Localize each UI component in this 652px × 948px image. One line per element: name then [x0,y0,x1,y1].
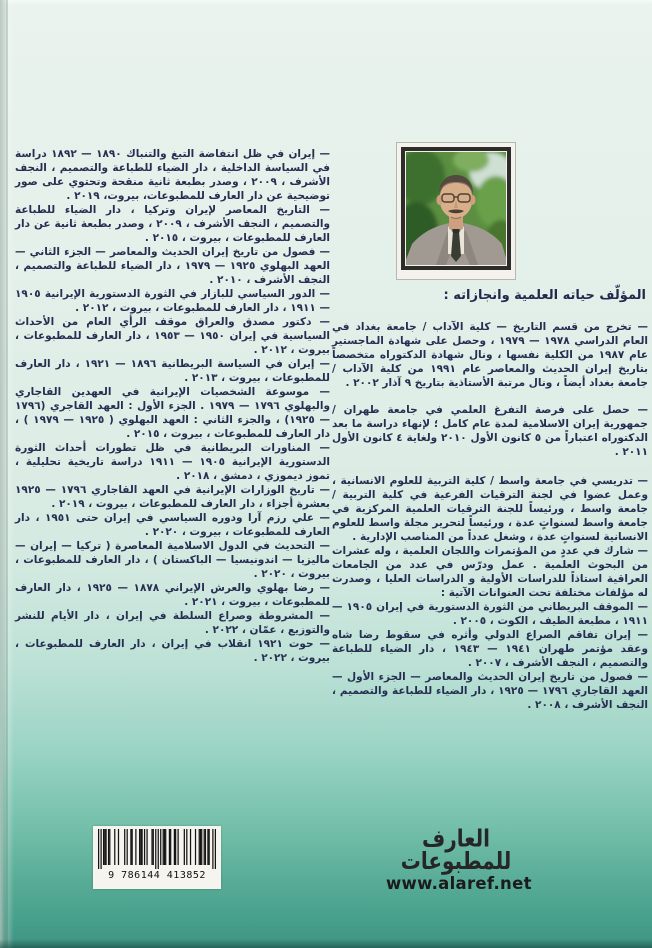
publications-column [15,147,330,665]
publication-item: — إيران في السياسة البريطانية ١٨٩٦ — ١٩٢١ ، دار العارف للمطبوعات ، بيروت ، ٢٠١٣ . [15,358,330,384]
publisher-logo-calligraphy: العارف للمطبوعات [400,824,512,875]
publication-item: — إيران في ظل انتفاضة التبغ والتنباك ١٨٩٠ — ١٨٩٢ دراسة في السياسة الداخلية ، دار الضياء للطباعة والتصميم ، النجف الأشرف ، ٢٠٠٩ ، وصدر بطبعة ثانية منقحة وتحتوي على صور توضيحية عن دار العارف للمطبوعات، بيروت، ٢٠١٩ . [15,148,330,202]
publication-item: — تاريخ الوزارات الإيرانية في العهد القاجاري ١٧٩٦ — ١٩٢٥ بعشرة أجزاء ، دار العارف للمطبوعات ، بيروت ، ٢٠١٩ . [15,484,331,510]
publication-item: — إيران تفاقم الصراع الدولي وأثره في سقوط رضا شاه وعقد مؤتمر طهران ١٩٤١ — ١٩٤٣ ، دار الضياء للطباعة والتصميم ، النجف الأشرف ، ٢٠٠٧ . [332,629,648,669]
bio-paragraph: — شارك في عددٍ من المؤتمرات واللجان العلمية ، وله عشرات من البحوث العلمية . عمل ودرّس في عدد من الجامعات العراقية استاذاً للدراسات الأولية و الدراسات العليا ، وصدرت له مؤلفات مختلفة تحت العنوانات الآتية : [332,545,648,599]
publication-item: — الموقف البريطاني من الثورة الدستورية في إيران ١٩٠٥ — ١٩١١ ، مطبعة الطيف ، الكوت ، ٢٠٠٥ . [332,601,648,627]
publication-item: — فصول من تاريخ إيران الحديث والمعاصر — الجزء الثاني — العهد البهلوي ١٩٢٥ — ١٩٧٩ ، دار الضياء للطباعة والتصميم ، النجف الأشرف ، ٢٠١٠ . [15,246,330,286]
barcode-number: 9 786144 413852 [108,870,206,881]
publication-item: — موسوعة الشخصيات الإيرانية في العهدين القاجاري والبهلوي ١٧٩٦ — ١٩٧٩ . الجزء الأول : العهد القاجري (١٧٩٦ — ١٩٢٥) ، والجزء الثاني : العهد البهلوي ( ١٩٢٥ — ١٩٧٩ ) ، دار العارف للمطبوعات ، بيروت ، ٢٠١٥ . [15,386,331,440]
publication-item: — التحديث في الدول الاسلامية المعاصرة ( تركيا — إيران — ماليزيا — اندونيسيا — الباكستان ) ، دار العارف للمطبوعات ، بيروت ، ٢٠٢٠ . [15,540,330,580]
barcode [93,826,221,889]
barcode-bars [98,829,216,869]
publication-item: — التاريخ المعاصر لإيران وتركيا ، دار الضياء للطباعة والتصميم ، النجف الأشرف ، ٢٠٠٩ ، وصدر بطبعة ثانية عن دار العارف للمطبوعات ، بيروت ، ٢٠١٥ . [15,204,331,244]
cover-top-edge [0,0,652,5]
publisher-logo-block [386,824,532,893]
cover-bottom-edge [0,939,652,948]
publication-item: — دكتور مصدق والعراق موقف الرأي العام من الأحداث السياسية في إيران ١٩٥٠ — ١٩٥٣ ، دار العارف للمطبوعات ، بيروت ، ٢٠١٢ . [15,316,330,356]
author-section-heading: المؤلّف حياته العلمية وانجازاته : [443,288,646,303]
cover-left-edge [0,0,14,948]
publication-item: — علي رزم آرا ودوره السياسي في إيران حتى ١٩٥١ ، دار العارف للمطبوعات ، بيروت ، ٢٠٢٠ . [15,512,330,538]
author-photo [396,142,516,280]
bio-paragraphs [332,320,648,600]
author-photo-frame [396,142,516,280]
publication-item: — المشروطة وصراع السلطة في إيران ، دار الأيام للنشر والتوزيع ، عمّان ، ٢٠٢٢ . [15,610,330,636]
author-bio-column [332,320,648,712]
publisher-website: www.alaref.net [386,874,532,893]
bio-paragraph: — تخرج من قسم التاريخ — كلية الآداب / جامعة بغداد في العام الدراسي ١٩٧٨ — ١٩٧٩ ، وحصل على شهادة الماجستير عام ١٩٨٧ من الكلية نفسها ، ونال شهادة الدكتوراه متخصصاً بتاريخ إيران الحديث والمعاصر عام ١٩٩١ من كلية الآداب / جامعة بغداد أيضاً ، ونال مرتبة الأستاذية بتاريخ ٩ آذار ٢٠٠٢ . [332,321,648,389]
publication-item: — حوت ١٩٢١ انقلاب في إيران ، دار العارف للمطبوعات ، بيروت ، ٢٠٢٢ . [15,638,331,664]
publication-item: — المناورات البريطانية في ظل تطورات أحداث الثورة الدستورية الإيرانية ١٩٠٥ — ١٩١١ دراسة تاريخية تحليلية ، تموز ديموزي ، دمشق ، ٢٠١٨ . [15,442,331,482]
bio-paragraph: — حصل على فرصة التفرغ العلمي في جامعة طهران / جمهورية إيران الاسلامية لمدة عام كامل ؛ لإنهاء دراسة ما بعد الدكتوراه اعتباراً من ٥ كانون الأول ٢٠١٠ ولغاية ٤ كانون الأول ٢٠١١ . [332,404,648,458]
publications-list-start [332,600,648,712]
bio-paragraph: — تدريسي في جامعة واسط / كلية التربية للعلوم الانسانية ، وعمل عضوا في لجنة الترقيات الفرعية في كلية التربية / جامعة واسط ، ورئيساً للجنة الترقيات العلمية المركزية في جامعة واسط لسنواتٍ عدة ، ورئيساً لتحرير مجلة واسط للعلوم الانسانية لسنواتٍ عدة ، وشغل عدداً من المناصب الإدارية . [332,475,648,543]
publication-item: — فصول من تاريخ إيران الحديث والمعاصر — الجزء الأول — العهد القاجاري ١٧٩٦ — ١٩٢٥ ، دار الضياء للطباعة والتصميم ، النجف الأشرف ، ٢٠٠٨ . [332,671,649,711]
publication-item: — الدور السياسي للبازار في الثورة الدستورية الإيرانية ١٩٠٥ — ١٩١١ ، دار العارف للمطبوعات ، بيروت ، ٢٠١٢ . [15,288,330,314]
publication-item: — رضا بهلوي والعرش الإيراني ١٨٧٨ — ١٩٢٥ ، دار العارف للمطبوعات ، بيروت ، ٢٠٢١ . [15,582,330,608]
